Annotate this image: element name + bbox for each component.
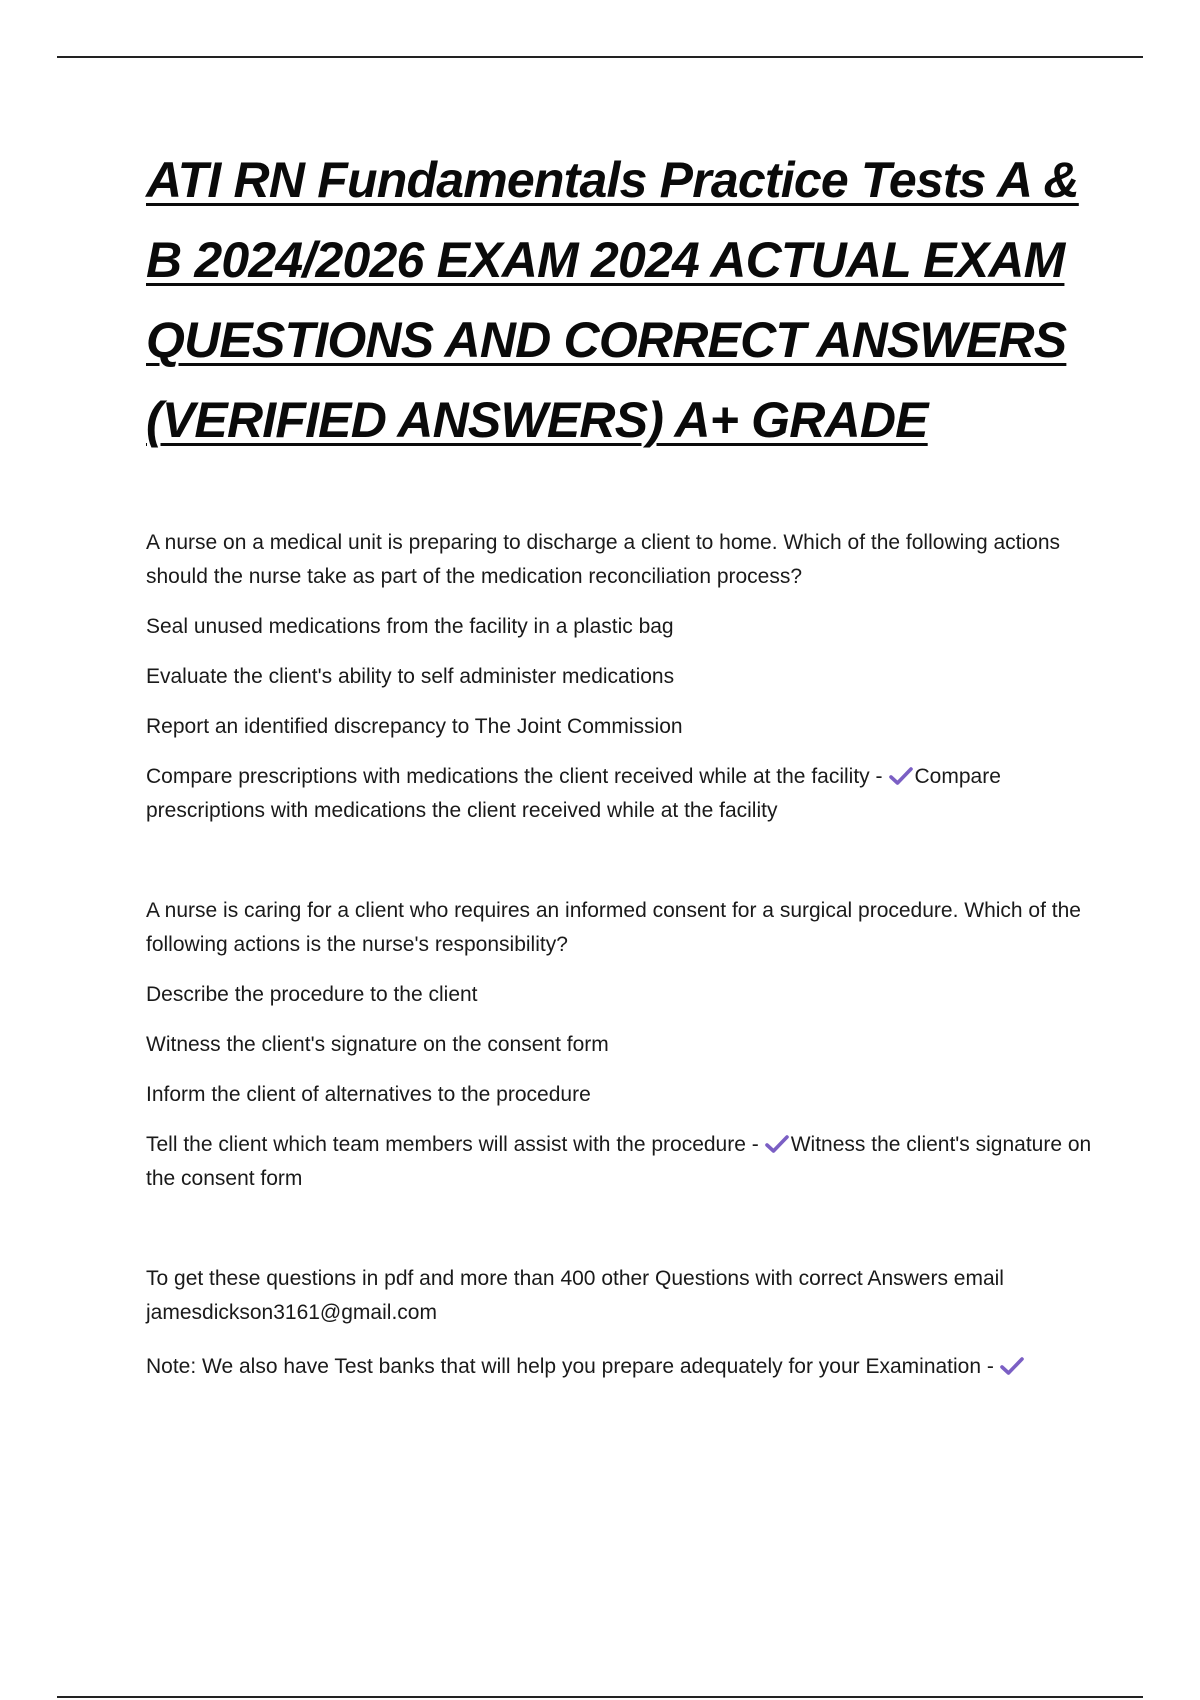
check-icon [889,767,913,785]
correct-answer-text: Compare prescriptions with medications the client received while at the facility [146,765,1001,822]
note-text: Note: We also have Test banks that will help you prepare adequately for your Examination - [146,1355,994,1378]
answer-option-with-answer [146,1128,1096,1196]
check-mark-path [1002,1359,1022,1373]
answer-option: Inform the client of alternatives to the procedure [146,1083,591,1106]
answer-option-text: Tell the client which team members will assist with the procedure - [146,1133,759,1156]
answer-option: Witness the client's signature on the consent form [146,1033,609,1056]
answer-option: Describe the procedure to the client [146,983,478,1006]
page-content [146,140,1096,1384]
promo-block [146,1262,1096,1384]
correct-answer-text: Witness the client's signature on the consent form [146,1133,1092,1190]
promo-text: To get these questions in pdf and more than 400 other Questions with correct Answers email jamesdickson3161@gmail.com [146,1267,1004,1324]
check-mark-path [767,1137,787,1151]
answer-option: Report an identified discrepancy to The Joint Commission [146,715,683,738]
question-block-2 [146,894,1096,1196]
answer-option: Evaluate the client's ability to self administer medications [146,665,675,688]
document-title: ATI RN Fundamentals Practice Tests A & B 2024/2026 EXAM 2024 ACTUAL EXAM QUESTIONS AND CORRECT ANSWERS (VERIFIED ANSWERS) A+ GRADE [146,152,1079,448]
bottom-rule [57,1696,1143,1698]
check-icon [765,1135,789,1153]
check-icon [1000,1357,1024,1375]
top-rule [57,56,1143,58]
check-mark-path [891,769,911,783]
question-text: A nurse on a medical unit is preparing to discharge a client to home. Which of the following actions should the nurse take as part of the medication reconciliation process? [146,531,1061,588]
note-line [146,1350,1096,1384]
question-text: A nurse is caring for a client who requires an informed consent for a surgical procedure. Which of the following actions is the nurse's responsibility? [146,899,1081,956]
answer-option-text: Compare prescriptions with medications the client received while at the facility - [146,765,883,788]
answer-option: Seal unused medications from the facility in a plastic bag [146,615,674,638]
question-block-1 [146,526,1096,828]
answer-option-with-answer [146,760,1096,828]
